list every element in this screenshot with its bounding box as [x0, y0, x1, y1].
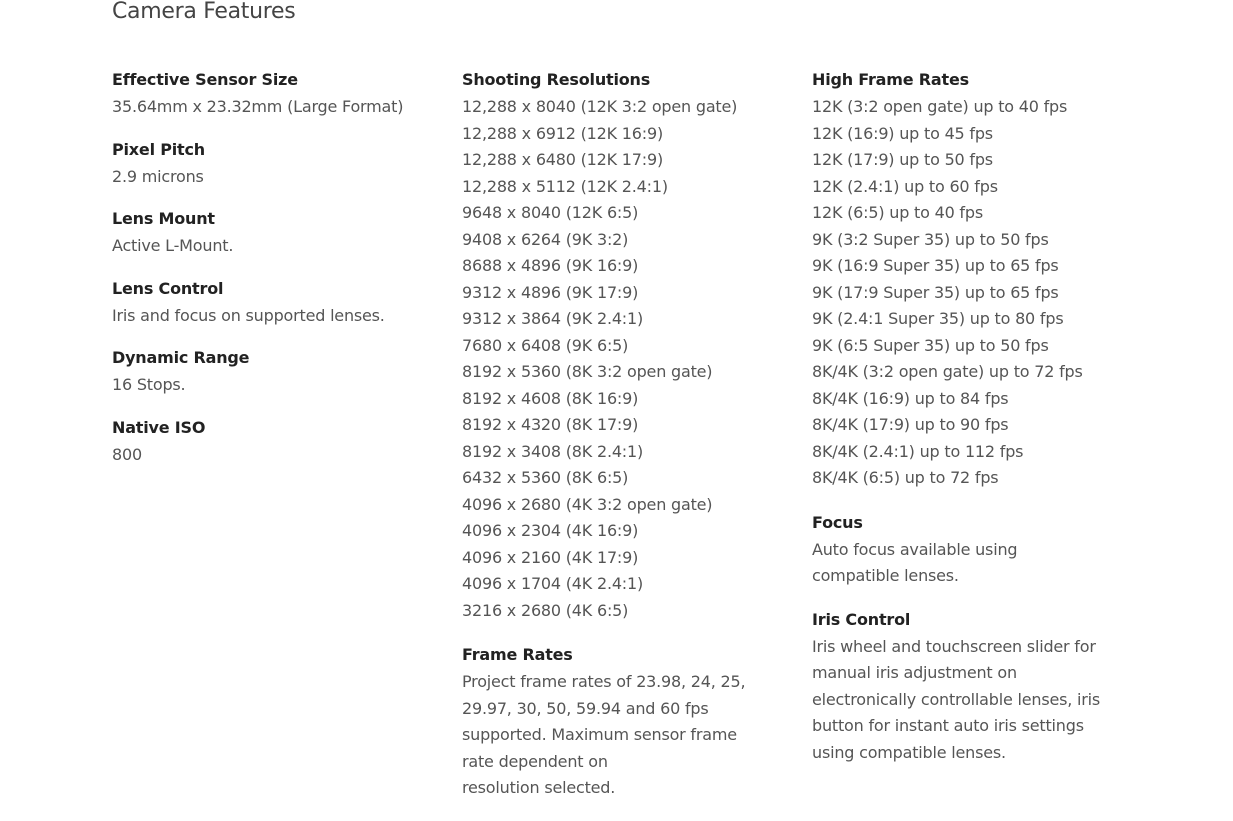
page-title: Camera Features: [112, 0, 296, 24]
list-item: 8K/4K (16:9) up to 84 fps: [812, 388, 1009, 408]
list-item: 8K/4K (3:2 open gate) up to 72 fps: [812, 362, 1083, 381]
shooting-resolutions-list: [462, 94, 792, 624]
text-line: manual iris adjustment on: [812, 663, 1017, 682]
list-item: 9K (6:5 Super 35) up to 50 fps: [812, 335, 1049, 355]
list-item: 3216 x 2680 (4K 6:5): [462, 600, 629, 620]
high-frame-rates-list: [812, 94, 1142, 492]
feature-heading: Lens Mount: [112, 209, 215, 228]
feature-effective-sensor-size: [112, 66, 442, 121]
list-item: 8192 x 4608 (8K 16:9): [462, 388, 639, 408]
list-item: 12K (2.4:1) up to 60 fps: [812, 176, 998, 196]
list-item: 9312 x 4896 (9K 17:9): [462, 282, 639, 302]
feature-focus: [812, 509, 1142, 590]
list-item: 4096 x 2304 (4K 16:9): [462, 521, 639, 540]
feature-value: 800: [112, 444, 142, 464]
feature-heading: Iris Control: [812, 609, 911, 629]
list-item: 9K (3:2 Super 35) up to 50 fps: [812, 229, 1049, 249]
feature-native-iso: [112, 414, 442, 469]
list-item: 12K (17:9) up to 50 fps: [812, 150, 993, 169]
feature-lens-mount: [112, 205, 442, 260]
feature-dynamic-range: [112, 344, 442, 399]
feature-heading: Dynamic Range: [112, 348, 250, 367]
list-item: 9K (16:9 Super 35) up to 65 fps: [812, 256, 1059, 275]
list-item: 12,288 x 6480 (12K 17:9): [462, 150, 663, 169]
feature-pixel-pitch: [112, 136, 442, 191]
feature-high-frame-rates: [812, 66, 1142, 492]
feature-heading: High Frame Rates: [812, 70, 969, 89]
feature-value: [812, 634, 1142, 767]
features-column-2: [462, 66, 792, 818]
list-item: 12K (16:9) up to 45 fps: [812, 123, 993, 143]
list-item: 9K (2.4:1 Super 35) up to 80 fps: [812, 309, 1064, 328]
list-item: 8K/4K (17:9) up to 90 fps: [812, 415, 1009, 434]
list-item: 4096 x 2680 (4K 3:2 open gate): [462, 494, 713, 514]
list-item: 6432 x 5360 (8K 6:5): [462, 468, 629, 487]
feature-value: 16 Stops.: [112, 375, 186, 394]
list-item: 8K/4K (2.4:1) up to 112 fps: [812, 441, 1024, 461]
list-item: 9648 x 8040 (12K 6:5): [462, 203, 639, 222]
feature-heading: Focus: [812, 512, 863, 532]
text-line: Project frame rates of 23.98, 24, 25,: [462, 672, 746, 691]
text-line: using compatible lenses.: [812, 742, 1006, 762]
list-item: 12,288 x 6912 (12K 16:9): [462, 123, 663, 143]
list-item: 8192 x 3408 (8K 2.4:1): [462, 441, 644, 461]
text-line: compatible lenses.: [812, 566, 959, 585]
list-item: 9312 x 3864 (9K 2.4:1): [462, 309, 644, 328]
list-item: 8192 x 4320 (8K 17:9): [462, 415, 639, 434]
text-line: 29.97, 30, 50, 59.94 and 60 fps: [462, 698, 709, 718]
feature-heading: Pixel Pitch: [112, 139, 205, 159]
text-line: button for instant auto iris settings: [812, 716, 1084, 735]
text-line: Iris wheel and touchscreen slider for: [812, 636, 1096, 656]
feature-lens-control: [112, 275, 442, 330]
list-item: 8192 x 5360 (8K 3:2 open gate): [462, 362, 713, 381]
list-item: 12K (6:5) up to 40 fps: [812, 203, 983, 222]
feature-value: Active L-Mount.: [112, 236, 234, 255]
features-column-3: [812, 66, 1142, 782]
list-item: 12,288 x 8040 (12K 3:2 open gate): [462, 97, 738, 116]
text-line: rate dependent on: [462, 751, 608, 771]
feature-heading: Native ISO: [112, 417, 206, 437]
feature-heading: Effective Sensor Size: [112, 70, 298, 89]
feature-heading: Shooting Resolutions: [462, 70, 651, 89]
list-item: 9408 x 6264 (9K 3:2): [462, 229, 629, 249]
feature-heading: Frame Rates: [462, 645, 573, 664]
text-line: supported. Maximum sensor frame: [462, 725, 737, 744]
text-line: resolution selected.: [462, 778, 616, 797]
feature-value: 2.9 microns: [112, 166, 204, 186]
feature-value: [462, 669, 792, 802]
list-item: 4096 x 2160 (4K 17:9): [462, 547, 639, 567]
text-line: electronically controllable lenses, iris: [812, 689, 1101, 709]
list-item: 8K/4K (6:5) up to 72 fps: [812, 468, 999, 487]
features-column-1: [112, 66, 442, 483]
text-line: Auto focus available using: [812, 539, 1018, 559]
feature-value: [812, 537, 1142, 590]
feature-value: 35.64mm x 23.32mm (Large Format): [112, 97, 404, 116]
feature-heading: Lens Control: [112, 278, 224, 298]
list-item: 12K (3:2 open gate) up to 40 fps: [812, 97, 1068, 116]
feature-value: Iris and focus on supported lenses.: [112, 305, 385, 325]
feature-frame-rates: [462, 641, 792, 802]
list-item: 7680 x 6408 (9K 6:5): [462, 335, 629, 355]
feature-shooting-resolutions: [462, 66, 792, 624]
feature-iris-control: [812, 606, 1142, 767]
list-item: 4096 x 1704 (4K 2.4:1): [462, 574, 644, 593]
list-item: 8688 x 4896 (9K 16:9): [462, 256, 639, 275]
list-item: 9K (17:9 Super 35) up to 65 fps: [812, 282, 1059, 302]
list-item: 12,288 x 5112 (12K 2.4:1): [462, 176, 668, 196]
